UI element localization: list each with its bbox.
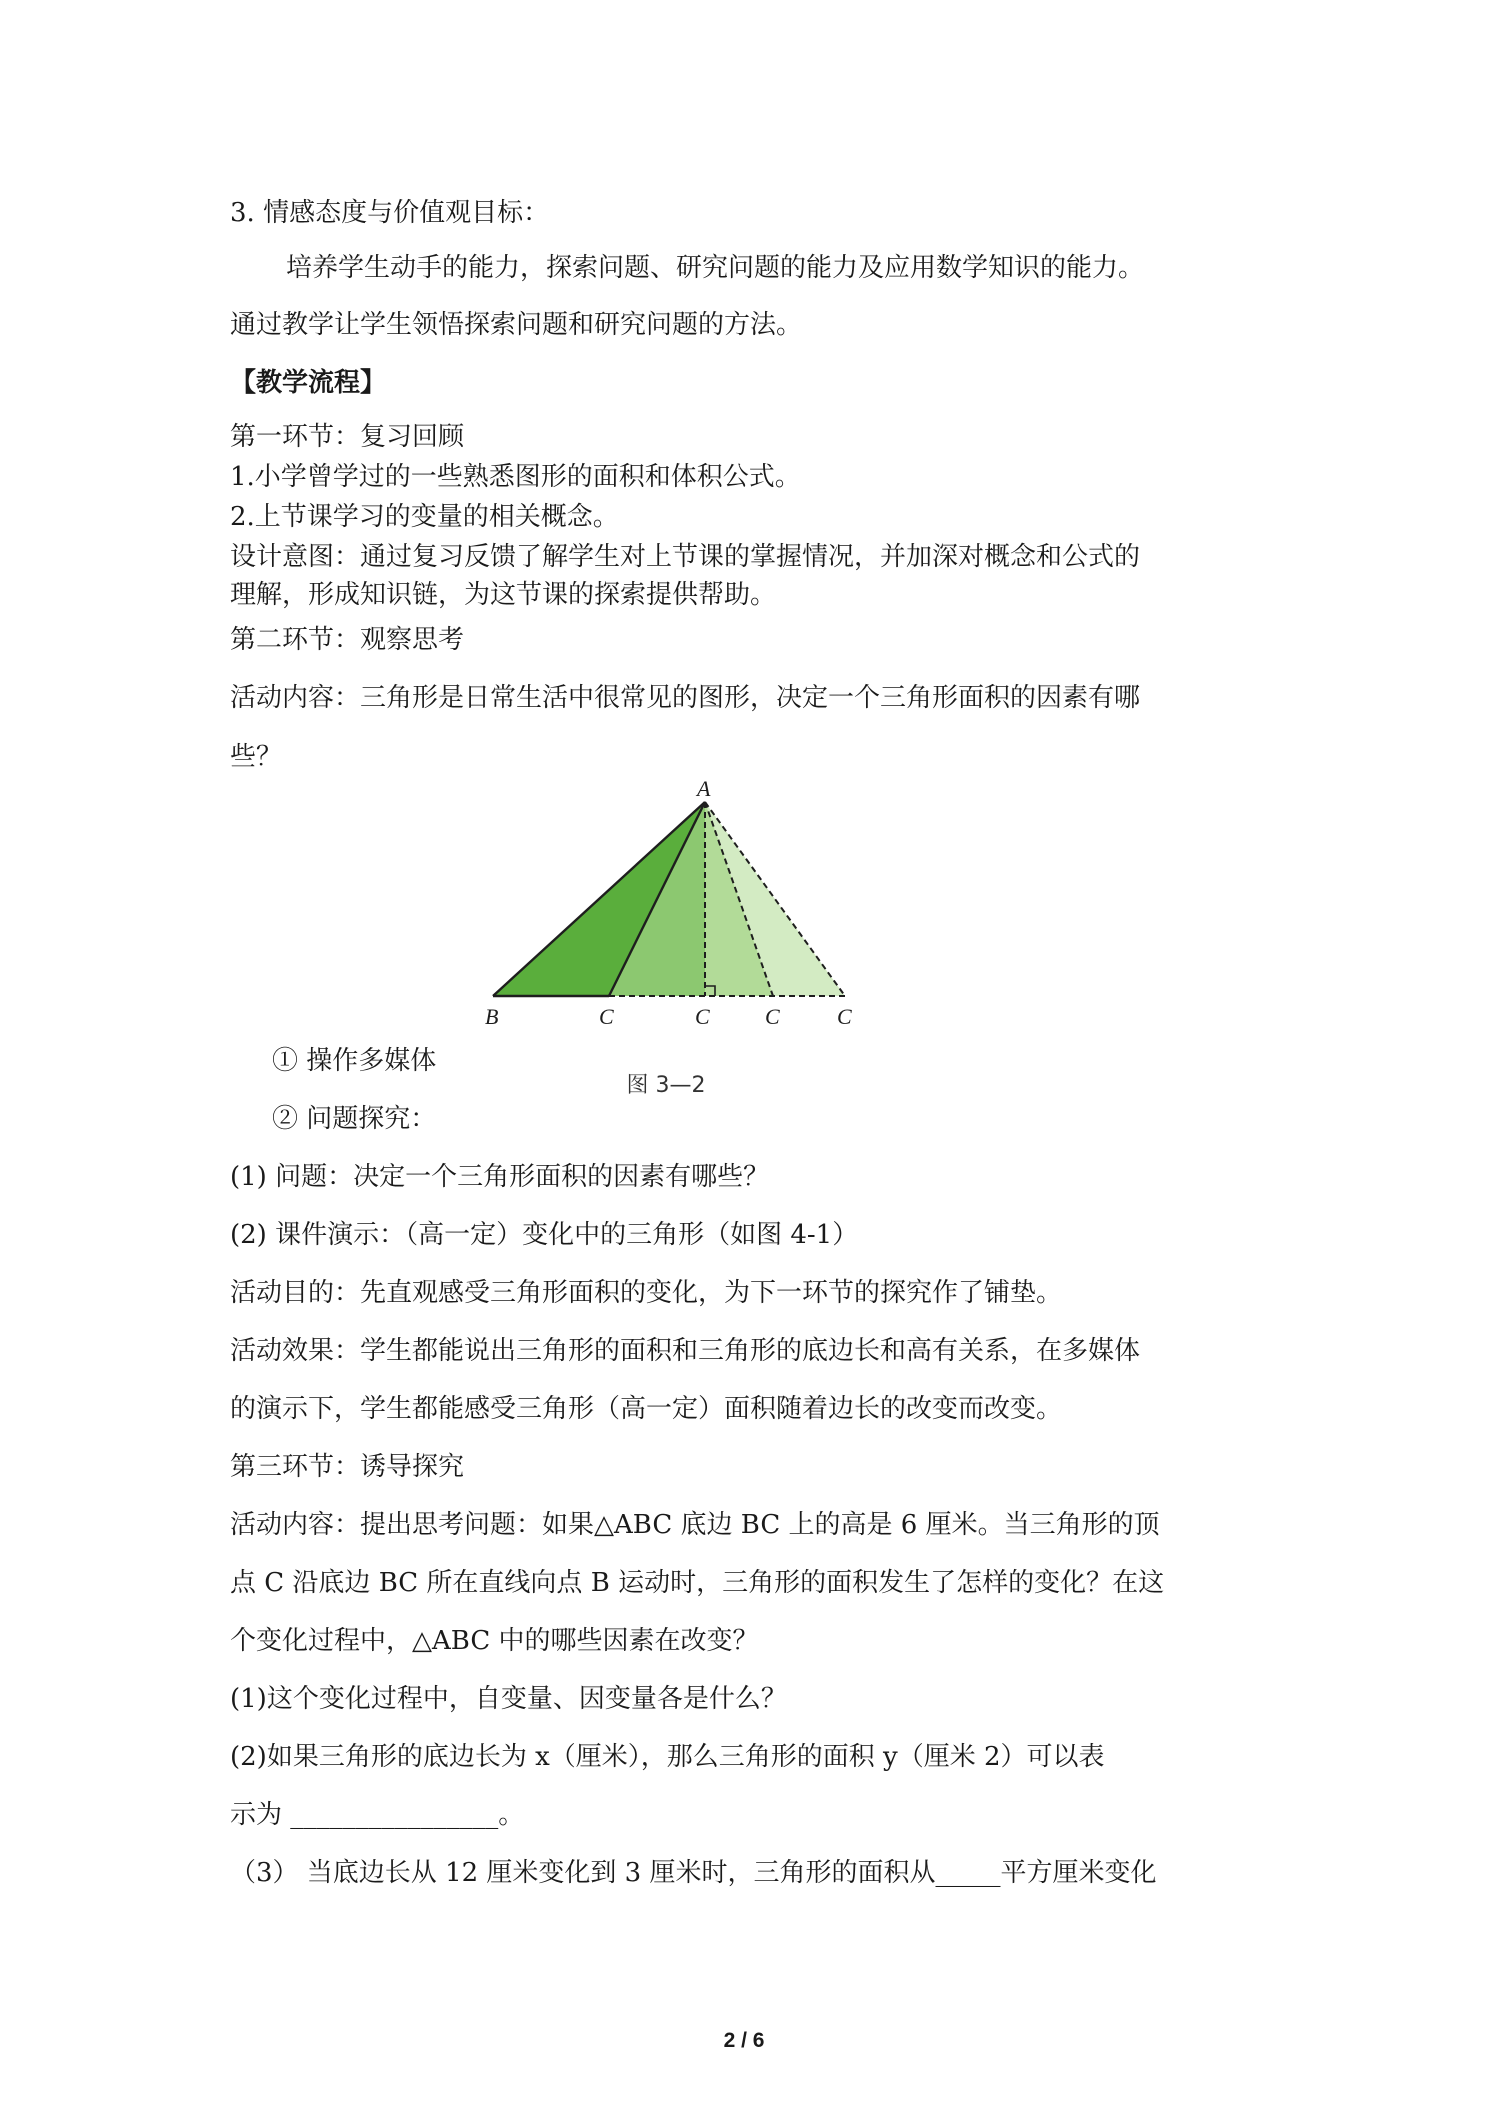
activity-content-line: 个变化过程中，△ABC 中的哪些因素在改变？: [230, 1626, 759, 1656]
numbered-item: (1) 问题：决定一个三角形面积的因素有哪些？: [230, 1162, 770, 1192]
paragraph-line: 通过教学让学生领悟探索问题和研究问题的方法。: [230, 310, 803, 340]
activity-effect-line: 活动效果：学生都能说出三角形的面积和三角形的底边长和高有关系，在多媒体: [230, 1336, 1141, 1366]
paragraph-line: 培养学生动手的能力，探索问题、研究问题的能力及应用数学知识的能力。: [286, 253, 1145, 283]
triangle-figure: [461, 756, 871, 1101]
stage-heading-review: 第一环节：复习回顾: [230, 422, 465, 452]
vertex-label-a: A: [697, 776, 711, 801]
activity-content-line: 活动内容：三角形是日常生活中很常见的图形，决定一个三角形面积的因素有哪: [230, 683, 1141, 713]
stage-heading-guided-inquiry: 第三环节：诱导探究: [230, 1452, 465, 1482]
section-title-attitude-goals: 3. 情感态度与价值观目标：: [230, 198, 550, 228]
question-line: (1)这个变化过程中，自变量、因变量各是什么？: [230, 1684, 787, 1714]
list-item: 1.小学曾学过的一些熟悉图形的面积和体积公式。: [230, 462, 801, 492]
triangle-diagram: [461, 756, 871, 1066]
question-line: (2)如果三角形的底边长为 x（厘米），那么三角形的面积 y（厘米 2）可以表: [230, 1742, 1105, 1772]
design-intent-line: 设计意图：通过复习反馈了解学生对上节课的掌握情况，并加深对概念和公式的: [230, 542, 1141, 572]
stage-heading-observe: 第二环节：观察思考: [230, 625, 465, 655]
page-number: 2 / 6: [723, 2029, 765, 2052]
activity-effect-line: 的演示下，学生都能感受三角形（高一定）面积随着边长的改变而改变。: [230, 1394, 1063, 1424]
design-intent-line: 理解，形成知识链，为这节课的探索提供帮助。: [230, 580, 777, 610]
figure-caption: 图 3—2: [626, 1073, 706, 1098]
list-item: 2.上节课学习的变量的相关概念。: [230, 502, 619, 532]
list-item-problem-inquiry: ② 问题探究：: [272, 1104, 437, 1134]
base-label-b: B: [485, 1004, 499, 1029]
question-line: （3） 当底边长从 12 厘米变化到 3 厘米时，三角形的面积从_____平方厘米变化: [230, 1858, 1157, 1888]
base-label-c: C: [599, 1004, 614, 1029]
activity-content-line: 点 C 沿底边 BC 所在直线向点 B 运动时，三角形的面积发生了怎样的变化？在这: [230, 1568, 1165, 1598]
list-item-operate-multimedia: ① 操作多媒体: [272, 1046, 437, 1076]
section-heading-teaching-process: 【教学流程】: [230, 368, 387, 398]
base-label-c: C: [765, 1004, 780, 1029]
question-line: 示为 ________________。: [230, 1800, 525, 1830]
numbered-item: (2) 课件演示：（高一定）变化中的三角形（如图 4-1）: [230, 1220, 859, 1250]
base-label-c: C: [695, 1004, 710, 1029]
activity-content-line: 活动内容：提出思考问题：如果△ABC 底边 BC 上的高是 6 厘米。当三角形的顶: [230, 1510, 1160, 1540]
activity-content-line: 些？: [230, 742, 283, 772]
activity-purpose-line: 活动目的：先直观感受三角形面积的变化，为下一环节的探究作了铺垫。: [230, 1278, 1063, 1308]
base-label-c: C: [837, 1004, 852, 1029]
